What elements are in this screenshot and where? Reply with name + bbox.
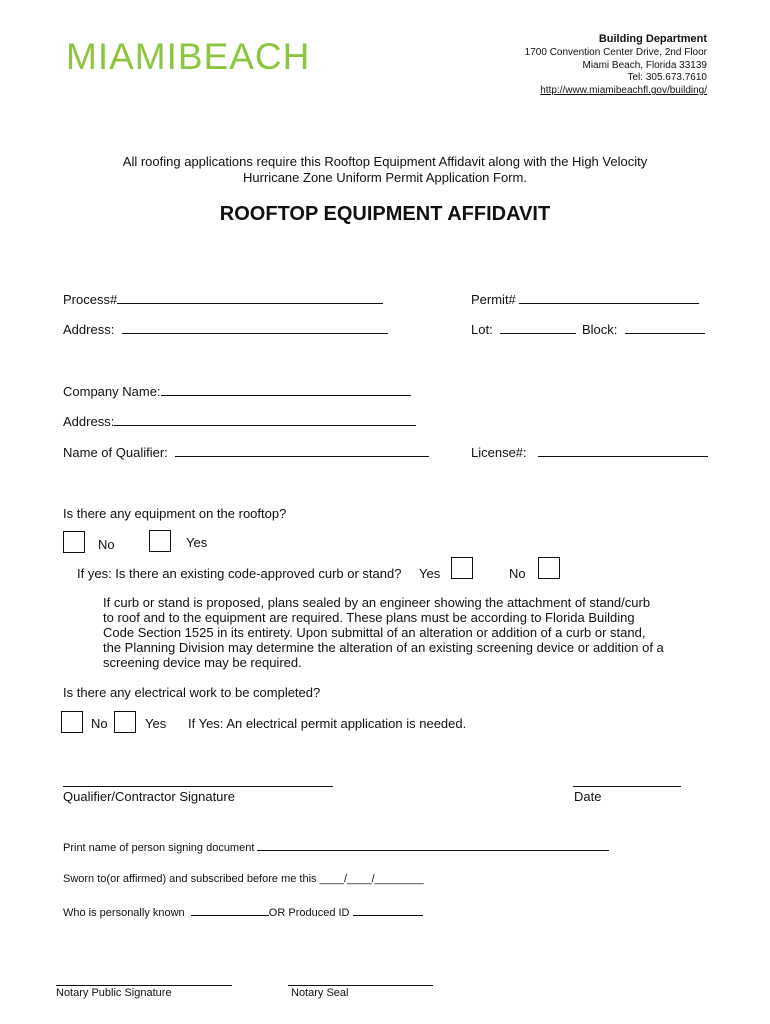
- q1-followup: If yes: Is there an existing code-approved curb or stand?: [77, 566, 402, 581]
- known-field[interactable]: [63, 905, 423, 919]
- q1-yes-checkbox[interactable]: [149, 530, 171, 552]
- q1-question: Is there any equipment on the rooftop?: [63, 506, 287, 521]
- process-label: Process#: [63, 292, 118, 307]
- sworn-text: Sworn to(or affirmed) and subscribed before me this ____/____/________: [63, 873, 424, 885]
- logo-beach: BEACH: [177, 36, 311, 77]
- company-address-field[interactable]: [63, 413, 416, 429]
- permit-label: Permit#: [471, 292, 516, 307]
- address-line[interactable]: [122, 321, 388, 334]
- license-line[interactable]: [538, 444, 708, 457]
- block-field[interactable]: [582, 321, 705, 337]
- date-line[interactable]: [573, 786, 681, 787]
- q2-yes-label: Yes: [145, 716, 167, 731]
- building-link[interactable]: http://www.miamibeachfl.gov/building/: [540, 85, 707, 96]
- q1-followup-no-checkbox[interactable]: [538, 557, 560, 579]
- date-label: Date: [574, 789, 602, 804]
- qualifier-signature-line[interactable]: [63, 786, 333, 787]
- permit-field[interactable]: [471, 291, 699, 307]
- intro-text: [0, 154, 770, 186]
- license-field[interactable]: [471, 444, 708, 460]
- qualifier-label: Name of Qualifier:: [63, 445, 168, 460]
- block-label: Block:: [582, 322, 618, 337]
- header-department: Building Department: [598, 33, 707, 45]
- paragraph-line-5: screening device may be required.: [103, 655, 302, 670]
- q1-followup-no-label: No: [509, 566, 526, 581]
- company-address-line[interactable]: [114, 413, 416, 426]
- print-name-line[interactable]: [257, 840, 609, 851]
- intro-line-1: All roofing applications require this Rooftop Equipment Affidavit along with the High Velocity: [122, 154, 648, 169]
- q1-followup-yes-checkbox[interactable]: [451, 557, 473, 579]
- qualifier-field[interactable]: [63, 444, 429, 460]
- produced-id-label: OR Produced ID: [268, 907, 350, 919]
- header-address2: Miami Beach, Florida 33139: [582, 60, 707, 71]
- miami-beach-logo: [66, 36, 310, 78]
- notary-signature-label: Notary Public Signature: [56, 987, 172, 999]
- qualifier-line[interactable]: [175, 444, 429, 457]
- produced-id-line[interactable]: [353, 905, 423, 916]
- address-field[interactable]: [63, 321, 388, 337]
- company-name-line[interactable]: [161, 383, 411, 396]
- logo-miami: MIAMI: [66, 36, 178, 77]
- address-label: Address:: [63, 322, 115, 337]
- known-line[interactable]: [191, 905, 269, 916]
- q2-question: Is there any electrical work to be completed?: [63, 685, 321, 700]
- process-field[interactable]: [63, 291, 383, 307]
- paragraph-line-1: If curb or stand is proposed, plans sealed by an engineer showing the attachment of stand/curb: [103, 595, 651, 610]
- process-line[interactable]: [117, 291, 383, 304]
- qualifier-signature-label: Qualifier/Contractor Signature: [63, 789, 235, 804]
- lot-line[interactable]: [500, 321, 576, 334]
- q2-yes-checkbox[interactable]: [114, 711, 136, 733]
- print-name-field[interactable]: [63, 840, 609, 854]
- notary-seal-line[interactable]: [288, 985, 433, 986]
- license-label: License#:: [471, 445, 527, 460]
- header-url[interactable]: [540, 84, 707, 97]
- lot-label: Lot:: [471, 322, 493, 337]
- company-name-label: Company Name:: [63, 384, 161, 399]
- print-name-label: Print name of person signing document: [63, 842, 255, 854]
- q1-no-checkbox[interactable]: [63, 531, 85, 553]
- notary-signature-line[interactable]: [56, 985, 232, 986]
- permit-line[interactable]: [519, 291, 699, 304]
- notary-seal-label: Notary Seal: [291, 987, 349, 999]
- intro-line-2: Hurricane Zone Uniform Permit Application Form.: [243, 170, 527, 185]
- q1-no-label: No: [98, 537, 115, 552]
- paragraph-line-2: to roof and to the equipment are required. These plans must be according to Florida Building: [103, 610, 635, 625]
- block-line[interactable]: [625, 321, 705, 334]
- known-label: Who is personally known: [63, 907, 185, 919]
- q2-no-checkbox[interactable]: [61, 711, 83, 733]
- paragraph-line-4: the Planning Division may determine the alteration of an existing screening device or addition of a: [103, 640, 664, 655]
- q2-note: If Yes: An electrical permit application is needed.: [188, 716, 467, 731]
- page-title: ROOFTOP EQUIPMENT AFFIDAVIT: [219, 203, 551, 225]
- q1-yes-label: Yes: [186, 535, 208, 550]
- header-address1: 1700 Convention Center Drive, 2nd Floor: [524, 47, 707, 58]
- company-address-label: Address:: [63, 414, 115, 429]
- company-name-field[interactable]: [63, 383, 411, 399]
- header-tel: Tel: 305.673.7610: [627, 72, 707, 83]
- paragraph-line-3: Code Section 1525 in its entirety. Upon submittal of an alteration or addition of a curb or stand,: [103, 625, 646, 640]
- curb-stand-paragraph: [103, 595, 693, 670]
- q1-followup-yes-label: Yes: [419, 566, 441, 581]
- lot-field[interactable]: [471, 321, 576, 337]
- q2-no-label: No: [91, 716, 108, 731]
